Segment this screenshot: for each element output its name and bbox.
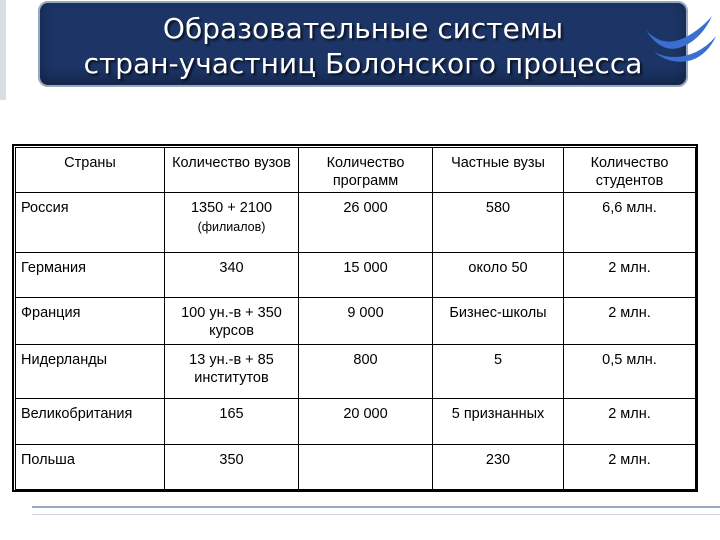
cell-students: 2 млн.	[564, 445, 696, 490]
cell-programs	[299, 445, 433, 490]
bottom-divider	[32, 506, 720, 508]
cell-country: Франция	[16, 298, 165, 345]
cell-programs: 20 000	[299, 399, 433, 445]
cell-students: 0,5 млн.	[564, 345, 696, 399]
cell-programs: 9 000	[299, 298, 433, 345]
table-header-row	[16, 148, 696, 193]
bottom-divider-thin	[32, 514, 720, 515]
cell-programs: 15 000	[299, 253, 433, 298]
cell-students: 6,6 млн.	[564, 193, 696, 253]
cell-private: около 50	[433, 253, 564, 298]
header-students: Количество студентов	[564, 148, 696, 193]
cell-universities	[165, 193, 299, 253]
cell-programs: 800	[299, 345, 433, 399]
cell-universities: 13 ун.-в + 85 институтов	[165, 345, 299, 399]
universities-value: 1350 + 2100	[190, 200, 273, 216]
bologna-table	[15, 147, 696, 490]
cell-country: Россия	[16, 193, 165, 253]
cell-students: 2 млн.	[564, 399, 696, 445]
cell-private: 5	[433, 345, 564, 399]
cell-country: Германия	[16, 253, 165, 298]
cell-universities: 350	[165, 445, 299, 490]
cell-private: 580	[433, 193, 564, 253]
slide-title: Образовательные системы стран-участниц Болонского процесса	[83, 12, 643, 80]
table-row	[16, 399, 696, 445]
cell-country: Нидерланды	[16, 345, 165, 399]
header-private: Частные вузы	[433, 148, 564, 193]
cell-private: 230	[433, 445, 564, 490]
table-row	[16, 193, 696, 253]
cell-universities: 340	[165, 253, 299, 298]
cell-students: 2 млн.	[564, 253, 696, 298]
left-decor-bar	[0, 0, 6, 100]
cell-private: 5 признанных	[433, 399, 564, 445]
cell-country: Польша	[16, 445, 165, 490]
header-programs: Количество программ	[299, 148, 433, 193]
table-row	[16, 298, 696, 345]
universities-note: (филиалов)	[197, 220, 266, 234]
table-row	[16, 253, 696, 298]
cell-programs: 26 000	[299, 193, 433, 253]
header-universities: Количество вузов	[165, 148, 299, 193]
table-row	[16, 445, 696, 490]
cell-students: 2 млн.	[564, 298, 696, 345]
title-banner	[38, 1, 688, 87]
table-row	[16, 345, 696, 399]
cell-universities: 100 ун.-в + 350 курсов	[165, 298, 299, 345]
cell-universities: 165	[165, 399, 299, 445]
cell-private: Бизнес-школы	[433, 298, 564, 345]
swoosh-logo-icon	[640, 8, 720, 68]
header-countries: Страны	[16, 148, 165, 193]
cell-country: Великобритания	[16, 399, 165, 445]
